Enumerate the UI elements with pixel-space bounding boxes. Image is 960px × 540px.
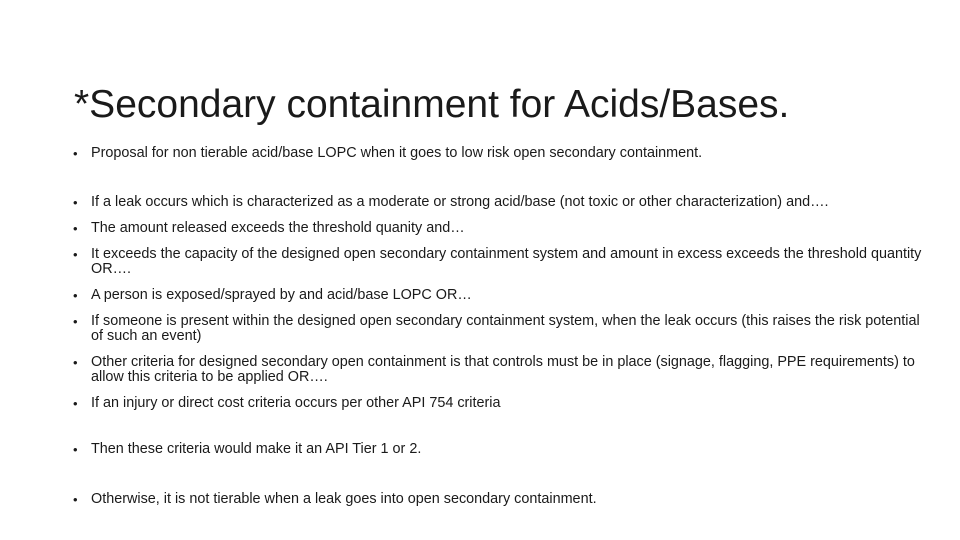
criteria-bullet: • A person is exposed/sprayed by and acid/base LOPC OR… [72,288,932,303]
otherwise-bullet-list [72,492,932,507]
criteria-bullet: • It exceeds the capacity of the designed open secondary containment system and amount in excess exceeds the threshold quantity OR…. [72,247,932,277]
criteria-bullet: • Other criteria for designed secondary open containment is that controls must be in place (signage, flagging, PPE requirements) to allow this criteria to be applied OR…. [72,355,932,385]
criteria-bullet-list [72,195,932,422]
criteria-bullet: • The amount released exceeds the threshold quanity and… [72,221,932,236]
otherwise-bullet: • Otherwise, it is not tierable when a leak goes into open secondary containment. [72,492,932,507]
intro-bullet-list [72,146,932,161]
criteria-bullet: • If someone is present within the designed open secondary containment system, when the leak occurs (this raises the risk potential of such an event) [72,314,932,344]
conclusion-bullet: • Then these criteria would make it an API Tier 1 or 2. [72,442,932,457]
conclusion-bullet-list [72,442,932,457]
slide-title: *Secondary containment for Acids/Bases. [74,83,790,127]
criteria-bullet: • If an injury or direct cost criteria occurs per other API 754 criteria [72,396,932,411]
intro-bullet: • Proposal for non tierable acid/base LOPC when it goes to low risk open secondary containment. [72,146,932,161]
criteria-bullet: • If a leak occurs which is characterized as a moderate or strong acid/base (not toxic or other characterization) and…. [72,195,932,210]
